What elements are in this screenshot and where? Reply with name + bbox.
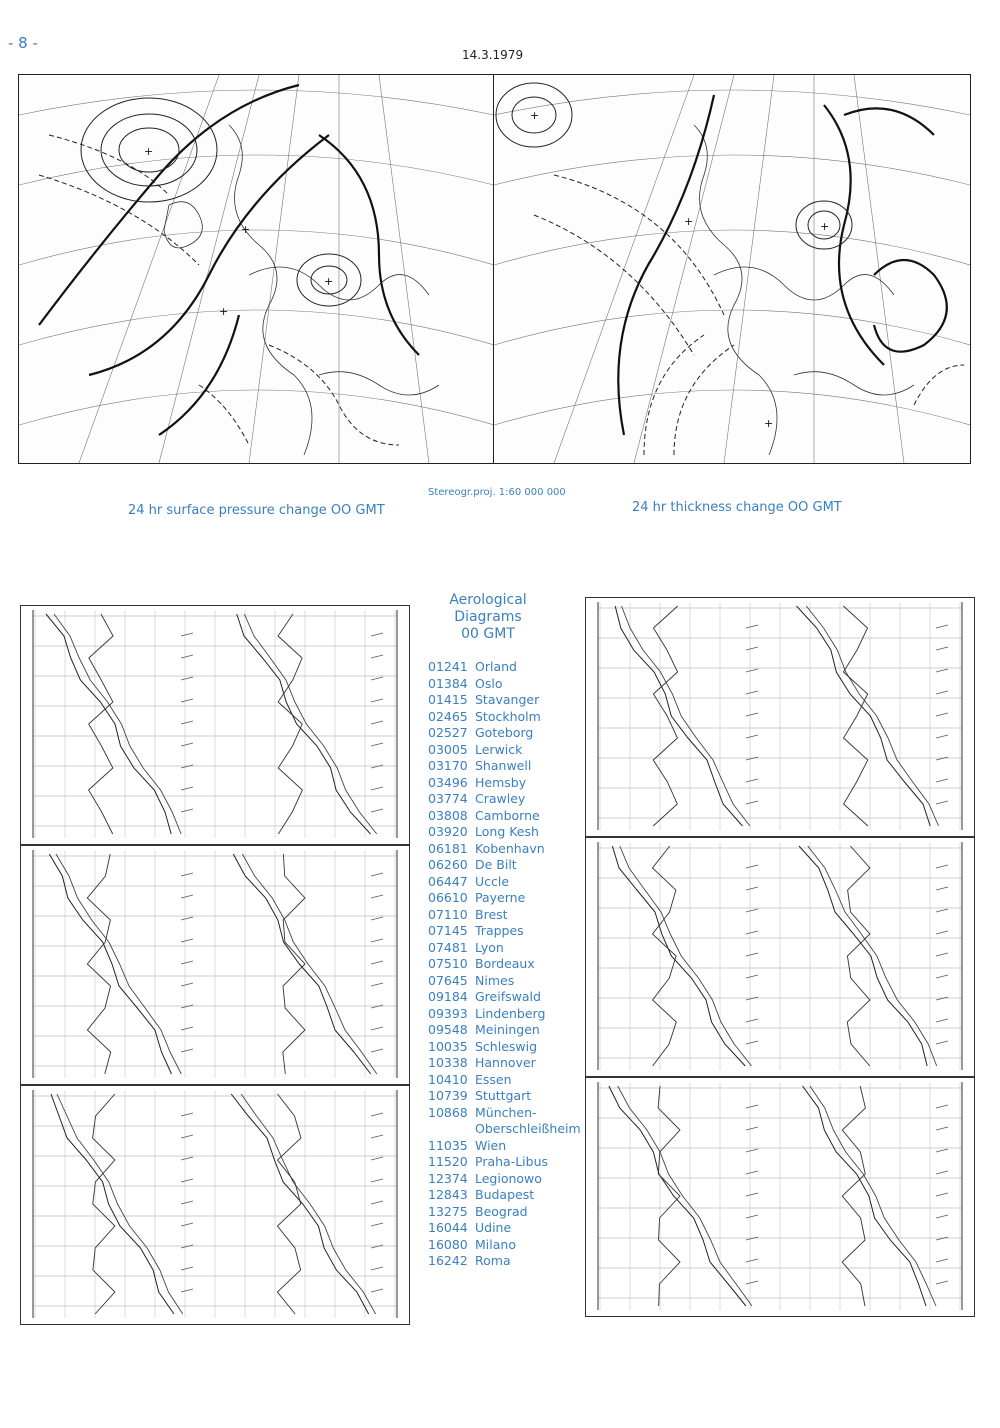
station-row xyxy=(428,1171,588,1188)
station-id: 01415 xyxy=(428,692,468,707)
station-id: 03808 xyxy=(428,807,468,823)
station-id: 12843 xyxy=(428,1187,468,1202)
thickness-change-map xyxy=(493,74,971,464)
station-row xyxy=(428,709,588,726)
station-id: 09393 xyxy=(428,1005,468,1021)
station-name: Brest xyxy=(475,906,508,922)
station-id: 10410 xyxy=(428,1071,468,1087)
station-row xyxy=(428,1088,588,1105)
svg-text:+: + xyxy=(144,145,154,158)
station-id: 16080 xyxy=(428,1236,468,1252)
station-id: 11035 xyxy=(428,1137,468,1153)
station-row xyxy=(428,956,588,973)
station-name: Stockholm xyxy=(475,708,541,724)
station-id: 10739 xyxy=(428,1088,468,1103)
station-row xyxy=(428,841,588,858)
station-row xyxy=(428,1006,588,1023)
station-name: Oberschleißheim xyxy=(475,1121,581,1136)
station-name: Udine xyxy=(475,1220,512,1235)
station-row xyxy=(428,890,588,907)
station-id: 06610 xyxy=(428,890,468,905)
station-row xyxy=(428,1105,588,1122)
station-row xyxy=(428,824,588,841)
svg-text:+: + xyxy=(764,417,774,430)
station-name: Payerne xyxy=(475,890,526,905)
station-row xyxy=(428,742,588,759)
svg-text:+: + xyxy=(820,220,830,233)
station-name: Kobenhavn xyxy=(475,840,545,856)
station-row xyxy=(428,1138,588,1155)
station-row xyxy=(428,973,588,990)
station-name: München- xyxy=(475,1104,537,1120)
station-id: 07645 xyxy=(428,972,468,988)
station-name: Goteborg xyxy=(475,725,534,740)
station-name: De Bilt xyxy=(475,857,517,872)
station-name: Lindenberg xyxy=(475,1005,546,1021)
station-name: Roma xyxy=(475,1253,511,1268)
station-row xyxy=(428,808,588,825)
aerological-diagram-right-3 xyxy=(585,1077,975,1317)
station-name: Camborne xyxy=(475,807,540,823)
svg-text:+: + xyxy=(324,275,334,288)
station-row xyxy=(428,692,588,709)
aerological-diagram-right-2 xyxy=(585,837,975,1077)
aerological-diagram-drawing xyxy=(21,846,409,1084)
station-list xyxy=(428,659,588,1270)
station-name: Schleswig xyxy=(475,1038,538,1054)
station-id xyxy=(428,1121,475,1138)
station-name: Hannover xyxy=(475,1055,536,1070)
station-row xyxy=(428,758,588,775)
aerological-diagram-drawing xyxy=(21,606,409,844)
station-id: 02527 xyxy=(428,725,468,740)
station-name: Oslo xyxy=(475,675,503,691)
station-name: Praha-Libus xyxy=(475,1154,549,1169)
station-row xyxy=(428,1039,588,1056)
station-name: Hemsby xyxy=(475,774,527,790)
station-row xyxy=(428,1055,588,1072)
svg-text:+: + xyxy=(241,223,251,236)
station-name: Nimes xyxy=(475,972,515,988)
station-row xyxy=(428,989,588,1006)
aerological-diagram-drawing xyxy=(586,598,974,836)
station-id: 06447 xyxy=(428,873,468,889)
station-row xyxy=(428,940,588,957)
station-id: 06260 xyxy=(428,857,468,872)
station-name: Wien xyxy=(475,1137,507,1153)
left-map-caption: 24 hr surface pressure change OO GMT xyxy=(128,503,385,518)
svg-text:+: + xyxy=(684,215,694,228)
aerological-diagram-drawing xyxy=(586,1078,974,1316)
station-name: Stavanger xyxy=(475,692,540,707)
aerological-diagram-drawing xyxy=(586,838,974,1076)
station-name: Budapest xyxy=(475,1187,535,1202)
station-id: 03774 xyxy=(428,791,468,806)
station-name: Lerwick xyxy=(475,741,523,757)
station-id: 10338 xyxy=(428,1055,468,1070)
station-row xyxy=(428,775,588,792)
station-legend xyxy=(428,592,588,1270)
station-id: 07110 xyxy=(428,906,468,922)
aerological-diagram-drawing xyxy=(21,1086,409,1324)
legend-title-line1: Aerological xyxy=(449,592,527,608)
station-name: Legionowo xyxy=(475,1170,542,1186)
legend-title-line3: 00 GMT xyxy=(461,626,515,642)
station-name: Lyon xyxy=(475,939,504,955)
station-id: 11520 xyxy=(428,1154,468,1169)
station-row xyxy=(428,907,588,924)
station-id: 16044 xyxy=(428,1220,468,1235)
station-name: Beograd xyxy=(475,1203,528,1219)
station-name: Stuttgart xyxy=(475,1088,532,1103)
station-id: 10868 xyxy=(428,1104,468,1120)
station-row xyxy=(428,1022,588,1039)
station-row xyxy=(428,1072,588,1089)
svg-text:+: + xyxy=(530,109,540,122)
station-id: 03170 xyxy=(428,758,468,773)
station-row xyxy=(428,791,588,808)
station-row xyxy=(428,1237,588,1254)
station-name: Shanwell xyxy=(475,758,532,773)
station-id: 01241 xyxy=(428,659,468,674)
station-id: 03005 xyxy=(428,741,468,757)
station-row xyxy=(428,1204,588,1221)
station-row xyxy=(428,659,588,676)
station-name: Essen xyxy=(475,1071,512,1087)
station-id: 02465 xyxy=(428,708,468,724)
station-row xyxy=(428,676,588,693)
aerological-diagram-left-1 xyxy=(20,605,410,845)
legend-title-line2: Diagrams xyxy=(454,609,522,625)
station-row xyxy=(428,1253,588,1270)
station-id: 07481 xyxy=(428,939,468,955)
pressure-map-drawing xyxy=(19,75,494,463)
station-id: 07510 xyxy=(428,956,468,971)
station-id: 16242 xyxy=(428,1253,468,1268)
right-map-caption: 24 hr thickness change OO GMT xyxy=(632,500,842,515)
station-id: 09548 xyxy=(428,1022,468,1037)
station-row xyxy=(428,1187,588,1204)
station-id: 03496 xyxy=(428,774,468,790)
station-row xyxy=(428,1154,588,1171)
station-name: Bordeaux xyxy=(475,956,535,971)
station-name: Crawley xyxy=(475,791,526,806)
station-id: 09184 xyxy=(428,989,468,1004)
station-row xyxy=(428,874,588,891)
station-name: Uccle xyxy=(475,873,510,889)
page-date: 14.3.1979 xyxy=(462,48,524,62)
station-name: Trappes xyxy=(475,923,524,938)
station-id: 10035 xyxy=(428,1038,468,1054)
station-name: Milano xyxy=(475,1236,516,1252)
page-number: - 8 - xyxy=(8,34,38,52)
station-id: 01384 xyxy=(428,675,468,691)
thickness-map-drawing xyxy=(494,75,970,463)
surface-pressure-change-map xyxy=(18,74,495,464)
station-row xyxy=(428,923,588,940)
station-id: 03920 xyxy=(428,824,468,839)
aerological-diagram-left-2 xyxy=(20,845,410,1085)
station-name: Greifswald xyxy=(475,989,541,1004)
station-name: Meiningen xyxy=(475,1022,540,1037)
station-row xyxy=(428,857,588,874)
station-name: Orland xyxy=(475,659,517,674)
aerological-diagram-right-1 xyxy=(585,597,975,837)
station-id: 06181 xyxy=(428,840,468,856)
station-id: 07145 xyxy=(428,923,468,938)
projection-note: Stereogr.proj. 1:60 000 000 xyxy=(428,487,566,498)
station-id: 13275 xyxy=(428,1203,468,1219)
svg-text:+: + xyxy=(219,305,229,318)
station-row xyxy=(428,1220,588,1237)
aerological-diagram-left-3 xyxy=(20,1085,410,1325)
station-row xyxy=(428,1121,588,1138)
station-row xyxy=(428,725,588,742)
station-id: 12374 xyxy=(428,1170,468,1186)
station-name: Long Kesh xyxy=(475,824,539,839)
